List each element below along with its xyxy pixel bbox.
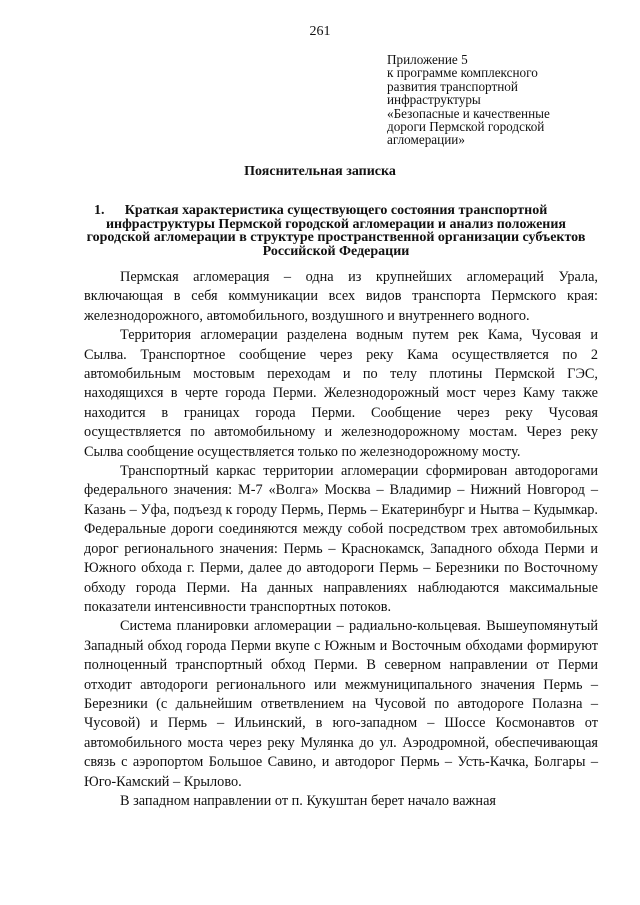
appendix-line: агломерации» xyxy=(387,132,465,148)
appendix-line: инфраструктуры xyxy=(387,92,481,108)
body-text xyxy=(84,268,598,811)
appendix-line: «Безопасные и качественные xyxy=(387,105,550,121)
paragraph: Транспортный каркас территории агломерации сформирован автодорогами федерального значения: М-7 «Волга» Москва – Владимир – Нижний Новгород – Казань – Уфа, подъезд к городу Пермь, Пермь – Екатеринбург и Нытва – Кудымкар. Федеральные дороги соединяются между собой посредством трех автомобильных дорог регионального значения: Пермь – Краснокамск, Западного обхода Перми и Южного обхода г. Перми, далее до автодороги Пермь – Березники по Восточному обходу города Перми. На данных направлениях наблюдаются максимальные показатели интенсивности транспортных потоков. xyxy=(84,463,598,615)
paragraph: Территория агломерации разделена водным путем рек Кама, Чусовая и Сылва. Транспортное сообщение через реку Кама осуществляется по 2 автомобильным мостовым переходам и по телу плотины Пермской ГЭС, находящихся в черте города Перми. Железнодорожный мост через Каму также находится в границах города Перми. Сообщение через реку Чусовая осуществляется по автомобильному и железнодорожному мостам. Через реку Сылва сообщение осуществляется только по железнодорожному мосту. xyxy=(84,327,598,460)
section-title: Краткая характеристика существующего состояния транспортной инфраструктуры Пермской городской агломерации и анализ положения городской агломерации в структуре пространственной организации субъектов Российской Федерации xyxy=(86,203,586,259)
document-title: Пояснительная записка xyxy=(244,164,396,179)
paragraph: Система планировки агломерации – радиально-кольцевая. Вышеупомянутый Западный обход города Перми вкупе с Южным и Восточным обходами формируют полноценный транспортный обход Перми. В северном направлении от Перми отходит автодороги регионального или межмуниципального значения Пермь – Березники (с дальнейшим ответвлением на Чусовой по автодороге Полазна – Чусовой) и Пермь – Ильинский, в юго-западном – Шоссе Космонавтов от автомобильного моста через реку Мулянка до ул. Аэродромной, обеспечивающая связь с аэропортом Большое Савино, и автодорог Пермь – Усть-Качка, Болгары – Юго-Камский – Крылово. xyxy=(84,618,598,790)
appendix-line: дороги Пермской городской xyxy=(387,119,545,135)
paragraph: Пермская агломерация – одна из крупнейших агломераций Урала, включающая в себя коммуникации всех видов транспорта Пермского края: железнодорожного, автомобильного, воздушного и внутреннего водного. xyxy=(84,269,598,324)
appendix-line: Приложение 5 xyxy=(387,52,468,67)
paragraph: В западном направлении от п. Кукуштан берет начало важная xyxy=(120,792,496,809)
page-number: 261 xyxy=(309,24,331,39)
appendix-line: к программе комплексного xyxy=(387,65,538,81)
appendix-line: развития транспортной xyxy=(387,78,518,94)
section-number: 1. xyxy=(94,203,105,218)
section-heading xyxy=(86,204,586,258)
appendix-header xyxy=(387,53,597,147)
